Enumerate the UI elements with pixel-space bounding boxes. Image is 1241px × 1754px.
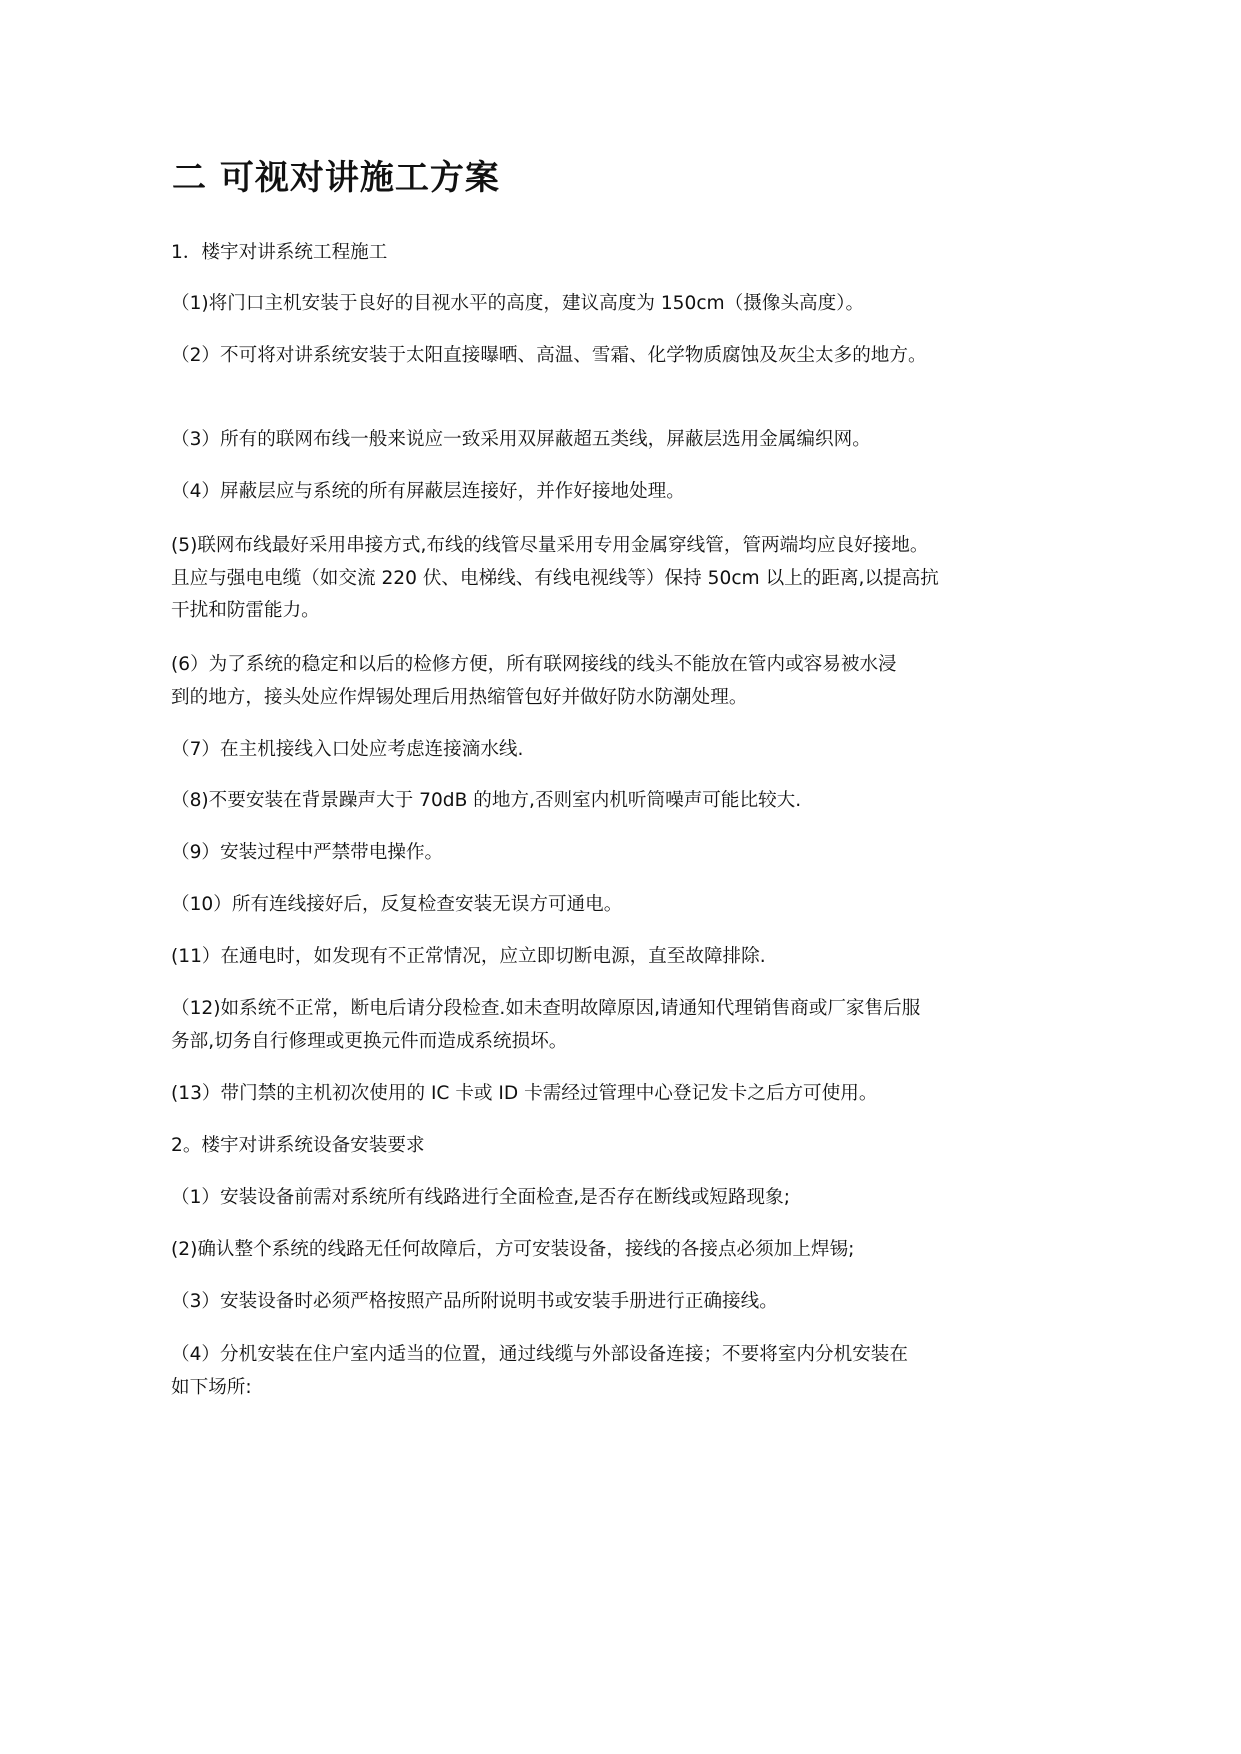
- item-1-12-line-1: （12)如系统不正常，断电后请分段检查.如未查明故障原因,请通知代理销售商或厂家售后服: [171, 998, 921, 1019]
- item-1-7: （7）在主机接线入口处应考虑连接滴水线.: [171, 739, 524, 760]
- section-heading-1: 1．楼宇对讲系统工程施工: [171, 242, 388, 263]
- page-title: 二 可视对讲施工方案: [172, 158, 500, 198]
- item-1-6-line-2: 到的地方，接头处应作焊锡处理后用热缩管包好并做好防水防潮处理。: [171, 687, 748, 708]
- item-1-5-line-1: (5)联网布线最好采用串接方式,布线的线管尽量采用专用金属穿线管，管两端均应良好接地。: [171, 535, 929, 556]
- item-1-3: （3）所有的联网布线一般来说应一致采用双屏蔽超五类线，屏蔽层选用金属编织网。: [171, 429, 871, 450]
- item-2-2: (2)确认整个系统的线路无任何故障后，方可安装设备，接线的各接点必须加上焊锡;: [171, 1239, 855, 1260]
- item-2-1: （1）安装设备前需对系统所有线路进行全面检查,是否存在断线或短路现象;: [171, 1187, 791, 1208]
- item-2-3: （3）安装设备时必须严格按照产品所附说明书或安装手册进行正确接线。: [171, 1291, 778, 1312]
- item-1-8: （8)不要安装在背景躁声大于 70dB 的地方,否则室内机听筒噪声可能比较大.: [171, 790, 802, 811]
- item-1-11: (11）在通电时，如发现有不正常情况，应立即切断电源，直至故障排除.: [171, 946, 766, 967]
- item-1-9: （9）安装过程中严禁带电操作。: [171, 842, 444, 863]
- item-1-5-line-3: 干扰和防雷能力。: [171, 600, 320, 621]
- item-1-6-line-1: (6）为了系统的稳定和以后的检修方便，所有联网接线的线头不能放在管内或容易被水浸: [171, 654, 897, 675]
- item-2-4-line-1: （4）分机安装在住户室内适当的位置，通过线缆与外部设备连接；不要将室内分机安装在: [171, 1344, 908, 1365]
- item-1-2: （2）不可将对讲系统安装于太阳直接曝晒、高温、雪霜、化学物质腐蚀及灰尘太多的地方。: [171, 345, 927, 366]
- item-1-5-line-2: 且应与强电电缆（如交流 220 伏、电梯线、有线电视线等）保持 50cm 以上的距离,以提高抗: [171, 568, 939, 589]
- item-1-13: (13）带门禁的主机初次使用的 IC 卡或 ID 卡需经过管理中心登记发卡之后方可使用。: [171, 1083, 878, 1104]
- item-1-4: （4）屏蔽层应与系统的所有屏蔽层连接好，并作好接地处理。: [171, 481, 685, 502]
- item-1-1: （1)将门口主机安装于良好的目视水平的高度，建议高度为 150cm（摄像头高度）。: [171, 293, 865, 314]
- item-2-4-line-2: 如下场所:: [171, 1377, 252, 1398]
- section-heading-2: 2。楼宇对讲系统设备安装要求: [171, 1135, 425, 1156]
- item-1-12-line-2: 务部,切务自行修理或更换元件而造成系统损坏。: [171, 1031, 568, 1052]
- item-1-10: （10）所有连线接好后，反复检查安装无误方可通电。: [171, 894, 623, 915]
